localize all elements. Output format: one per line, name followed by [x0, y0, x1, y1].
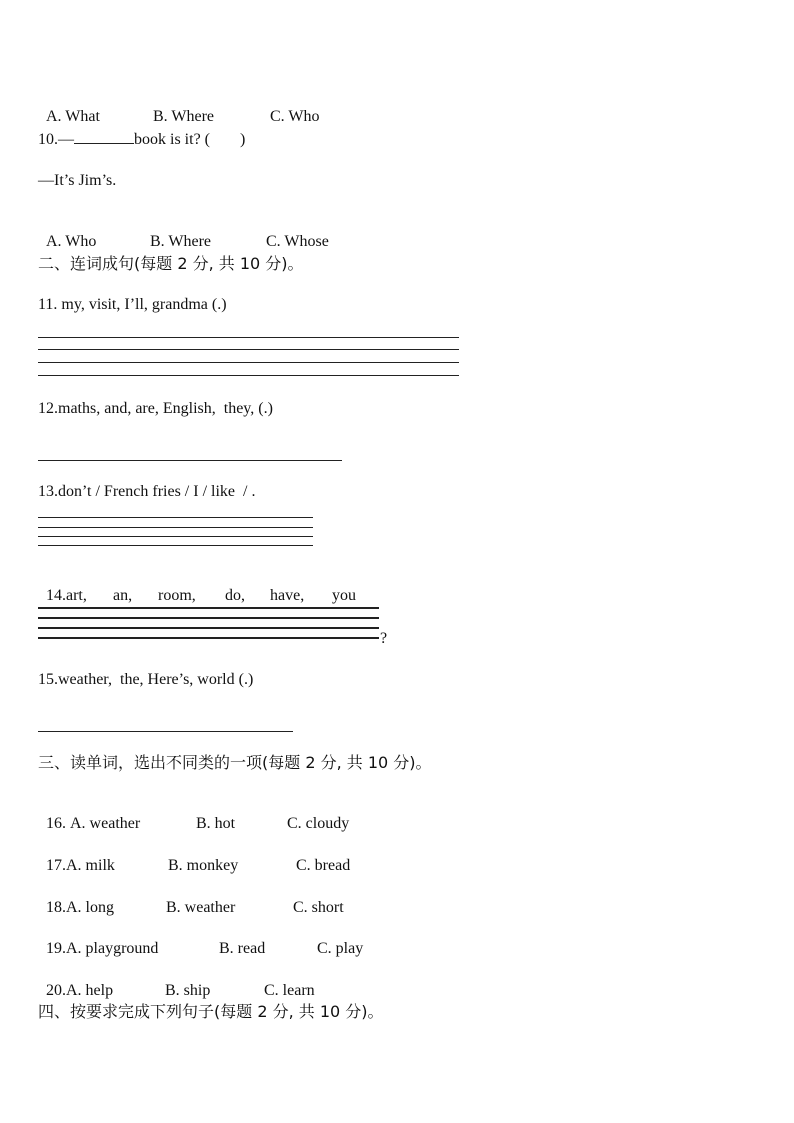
section-2-heading: 二、连词成句(每题 2 分, 共 10 分)。 — [38, 254, 304, 273]
answer-line — [38, 517, 313, 518]
option-a: A. playground — [66, 940, 159, 957]
answer-line — [38, 731, 293, 732]
word: have, — [270, 587, 305, 604]
answer-line — [38, 349, 459, 350]
question-11: 11. my, visit, I’ll, grandma (.) — [38, 296, 227, 313]
option-a: A. help — [66, 982, 114, 999]
answer-line — [38, 637, 379, 639]
question-number: 14. — [46, 587, 66, 604]
question-13: 13.don’t / French fries / I / like / . — [38, 483, 256, 500]
question-10 — [38, 129, 245, 150]
answer-line — [38, 536, 313, 537]
option-a: A. milk — [66, 857, 115, 874]
answer-line — [38, 460, 342, 461]
answer-line — [38, 607, 379, 609]
question-20 — [38, 961, 315, 1001]
word: art, — [66, 587, 87, 604]
option-a: A. Who — [46, 233, 97, 250]
option-c: C. learn — [264, 982, 315, 999]
question-number: 17. — [46, 857, 66, 874]
option-c: C. Whose — [266, 233, 329, 250]
question-number: 19. — [46, 940, 66, 957]
word: room, — [158, 587, 196, 604]
question-12: 12.maths, and, are, English, they, (.) — [38, 400, 273, 417]
option-c: C. short — [293, 899, 344, 916]
option-b: B. ship — [165, 982, 211, 999]
option-b: B. Where — [150, 233, 212, 250]
question-number: 20. — [46, 982, 66, 999]
question-19 — [38, 919, 363, 959]
answer-line — [38, 617, 379, 619]
option-a: A. weather — [70, 815, 141, 832]
option-a: A. long — [66, 899, 114, 916]
question-number: 16. — [46, 815, 70, 832]
option-b: B. monkey — [168, 857, 239, 874]
answer-line — [38, 362, 459, 363]
question-number: 18. — [46, 899, 66, 916]
option-b: B. read — [219, 940, 266, 957]
answer-line — [38, 337, 459, 338]
dash: — — [58, 131, 74, 148]
question-17 — [38, 836, 350, 876]
answer-line — [38, 375, 459, 376]
word: you — [332, 587, 356, 604]
word: do, — [225, 587, 245, 604]
paren-close: ) — [240, 131, 246, 148]
option-a: A. What — [46, 108, 100, 125]
question-15: 15.weather, the, Here’s, world (.) — [38, 671, 254, 688]
answer-line — [38, 527, 313, 528]
option-c: C. play — [317, 940, 364, 957]
option-b: B. weather — [166, 899, 236, 916]
question-14 — [38, 566, 356, 606]
question-16 — [38, 794, 349, 834]
answer-line — [38, 627, 379, 629]
answer-line — [38, 545, 313, 546]
answer-blank — [74, 129, 134, 144]
q10-options — [38, 212, 329, 252]
option-b: B. Where — [153, 108, 215, 125]
question-number: 10. — [38, 131, 58, 148]
q9-options — [38, 87, 319, 127]
question-18 — [38, 878, 344, 918]
option-c: C. Who — [270, 108, 320, 125]
option-b: B. hot — [196, 815, 236, 832]
option-c: C. cloudy — [287, 815, 350, 832]
question-mark: ? — [380, 630, 388, 647]
section-4-heading: 四、按要求完成下列句子(每题 2 分, 共 10 分)。 — [38, 1002, 384, 1021]
question-text: book is it? ( — [134, 131, 210, 148]
q10-answer-line: —It’s Jim’s. — [38, 172, 117, 189]
section-3-heading: 三、读单词，选出不同类的一项(每题 2 分, 共 10 分)。 — [38, 753, 432, 772]
word: an, — [113, 587, 133, 604]
option-c: C. bread — [296, 857, 351, 874]
